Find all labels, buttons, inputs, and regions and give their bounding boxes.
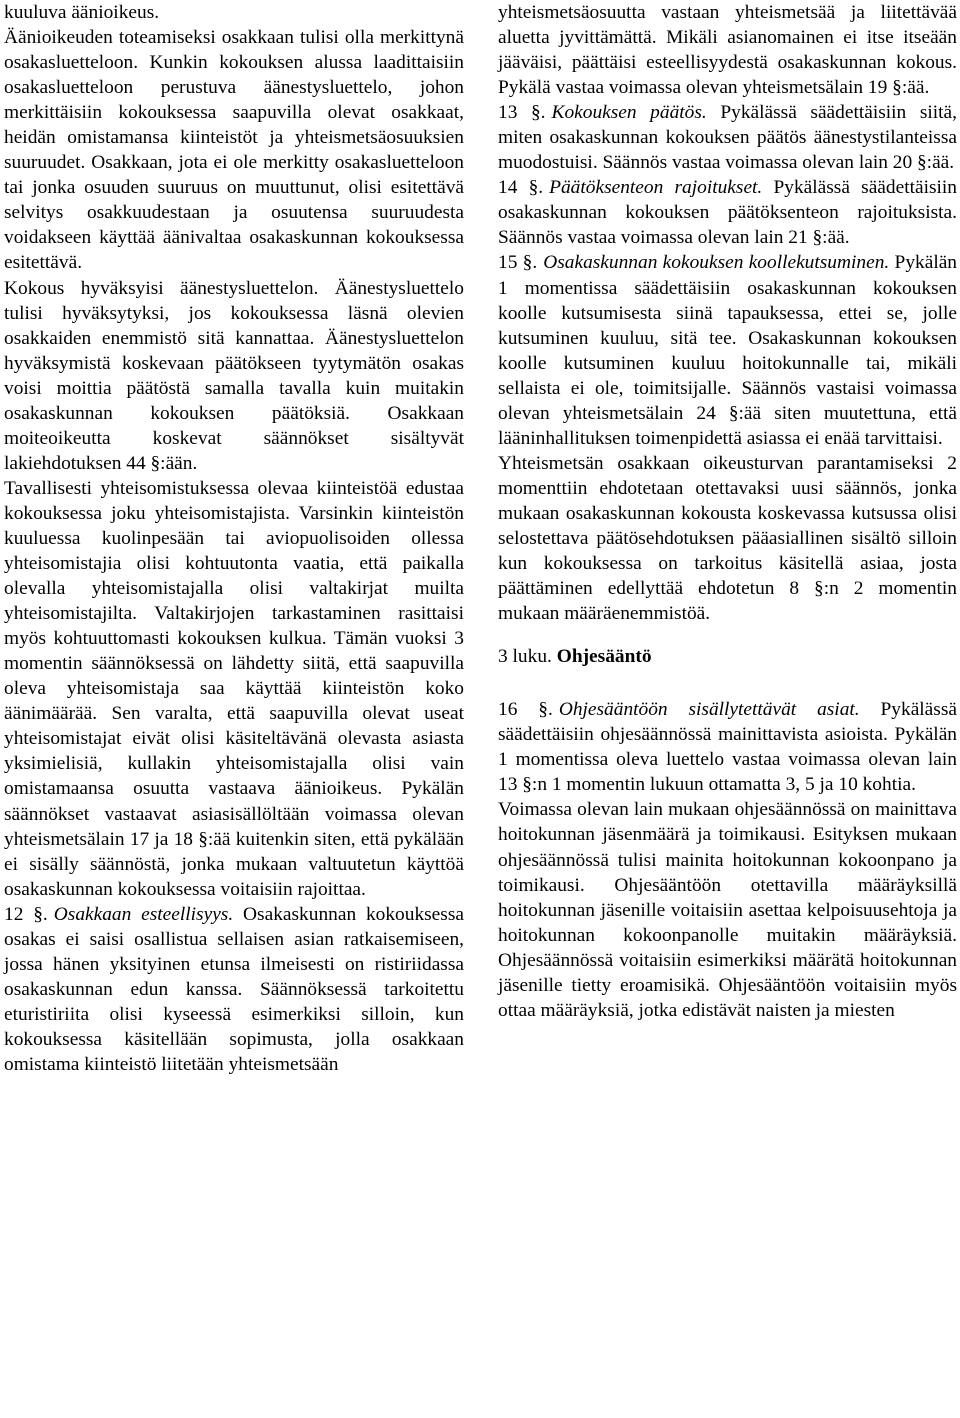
section-13-text: Pykälässä säädettäisiin siitä, miten osakaskunnan kokouksen päätös äänestystilanteissa muodostuisi. Säännös vastaa voimassa olevan lain 20 §:ää. [498, 102, 957, 174]
paragraph-conflict-continuation: yhteismetsäosuutta vastaan yhteismetsää ja liitettävää aluetta jyvittämättä. Mikäli asianomainen ei itse itseään jääväisi, päättäisi esteellisyydestä osakaskunnan kokous. Pykälä vastaa voimassa olevan yhteismetsälain 19 §:ää. [498, 2, 957, 99]
right-column [498, 0, 957, 1023]
section-12-title: Osakkaan esteellisyys. [53, 903, 234, 925]
section-15 [498, 250, 957, 450]
chapter-number: 3 luku. [498, 646, 552, 668]
paragraph-voting-right-end: kuuluva äänioikeus. [4, 2, 160, 23]
spacer [498, 626, 957, 644]
left-column [4, 0, 464, 1077]
paragraph-co-ownership: Tavallisesti yhteisomistuksessa olevaa kiinteistöä edustaa kokouksessa joku yhteisomistajista. Varsinkin kiinteistön kuuluessa kuolinpesään tai aviopuolisoiden ollessa yhteisomistajia olisi kohtuutonta vaatia, että paikalla olevalla yhteisomistajalla olisi valtakirjat muilta yhteisomistajilta. Valtakirjojen tarkastaminen rasittaisi myös kohtuuttomasti kokouksen kulkua. Tämän vuoksi 3 momentin säännöksessä on lähdetty siitä, että saapuvilla oleva yhteisomistaja saa käyttää kiinteistön koko äänimäärää. Sen varalta, että saapuvilla olevat useat yhteisomistajat eivät olisi käsiteltävänä olevasta asiasta yksimielisiä, kullakin yhteisomistajalla olisi vain omistamaansa osuutta vastaava äänioikeus. Pykälän säännökset vastaavat asiasisällöltään voimassa olevan yhteismetsälain 17 ja 18 §:ää kuitenkin siten, että pykälään ei sisälly säännöstä, jonka mukaan valtuutetun käyttöä osakaskunnan kokouksessa voitaisiin rajoittaa. [4, 477, 464, 900]
paragraph-shareholder-register: Äänioikeuden toteamiseksi osakkaan tulisi olla merkittynä osakasluetteloon. Kunkin kokouksen alussa laadittaisiin osakasluetteloon perustuva äänestysluettelo, johon merkittäisiin kokouksessa saapuvilla olevat osakkaat, heidän omistamansa kiinteistöt ja yhteismetsäosuuksien suuruudet. Osakkaan, jota ei ole merkitty osakasluetteloon tai jonka osuuden suuruus on muuttunut, olisi esitettävä selvitys osakkuudestaan ja osuutensa suuruudesta voidakseen käyttää äänivaltaa osakaskunnan kokouksessa esitettävä. [4, 27, 464, 274]
section-13-number: 13 §. [498, 102, 546, 124]
paragraph-voting-list-approval: Kokous hyväksyisi äänestysluettelon. Äänestysluettelo tulisi hyväksytyksi, jos kokouksessa läsnä olevien osakkaiden enemmistö sitä kannattaa. Äänestysluettelon hyväksymistä koskevaan päätökseen tyytymätön osakas voisi moittia päätöstä samalla tavalla kuin muitakin osakaskunnan kokouksen päätöksiä. Osakkaan moiteoikeutta koskevat säännökset sisältyvät lakiehdotuksen 44 §:ään. [4, 277, 464, 474]
section-12-number: 12 §. [4, 903, 48, 925]
chapter-heading [498, 644, 957, 669]
section-15-text: Pykälän 1 momentissa säädettäisiin osakaskunnan kokouksen koolle kutsumisesta siinä tapauksessa, ettei se, jolle kutsuminen kuuluu, sitä tee. Osakaskunnan kokouksen koolle kutsuminen kuuluu hoitokunnalle tai, mikäli sellaista ei ole, toimitsijalle. Säännös vastaisi voimassa olevan yhteismetsälain 24 §:ää siten muutettuna, että lääninhallituksen toimenpidettä asiassa ei enää tarvittaisi. [498, 252, 958, 449]
paragraph-board-composition: Voimassa olevan lain mukaan ohjesäännössä on mainittava hoitokunnan jäsenmäärä ja toimikausi. Esityksen mukaan ohjesäännössä tulisi mainita hoitokunnan kokoonpano ja toimikausi. Ohjesääntöön otettavilla määräyksillä hoitokunnan jäsenille voitaisiin asettaa kelpoisuusehtoja ja hoitokunnan kokoonpanolle muitakin määräyksiä. Ohjesäännössä voitaisiin esimerkiksi määrätä hoitokunnan jäsenille tietty eroamisikä. Ohjesääntöön voitaisiin myös ottaa määräyksiä, jotka edistävät naisten ja miesten [498, 799, 957, 1021]
section-16-text: Pykälässä säädettäisiin ohjesäännössä mainittavista asioista. Pykälän 1 momentissa oleva luettelo vastaa voimassa olevan lain 13 §:n 1 momentin lukuun ottamatta 3, 5 ja 10 kohtia. [498, 699, 957, 796]
paragraph-legal-protection: Yhteismetsän osakkaan oikeusturvan parantamiseksi 2 momenttiin ehdotetaan otettavaksi uusi säännös, jonka mukaan osakaskunnan kokousta koskevassa kutsussa olisi selostettava päätösehdotuksen pääasiallinen sisältö silloin kun kokouksessa on tarkoitus käsitellä asiaa, josta päättäminen edellyttää ehdotetun 8 §:n 2 momentin mukaan määräenemmistöä. [498, 452, 957, 625]
section-16-number: 16 §. [498, 699, 553, 721]
spacer [498, 669, 957, 697]
section-13-title: Kokouksen päätös. [551, 102, 707, 124]
section-14-number: 14 §. [498, 177, 544, 199]
section-16 [498, 697, 957, 797]
section-16-title: Ohjesääntöön sisällytettävät asiat. [558, 699, 860, 721]
section-12-text: Osakaskunnan kokouksessa osakas ei saisi osallistua sellaisen asian ratkaisemiseen, jossa hänen yksityinen etunsa ilmeisesti on ristiriidassa osakaskunnan edun kanssa. Säännöksessä tarkoitettu eturistiriita olisi kyseessä esimerkiksi silloin, kun kokouksessa käsitellään sopimusta, jolla osakkaan omistama kiinteistö liitetään yhteismetsään [4, 903, 464, 1075]
section-15-number: 15 §. [498, 252, 538, 274]
section-14-text: Pykälässä säädettäisiin osakaskunnan kokouksen päätöksenteon rajoituksista. Säännös vastaa voimassa olevan lain 21 §:ää. [498, 177, 957, 249]
section-12 [4, 902, 464, 1077]
chapter-title: Ohjesääntö [556, 646, 652, 668]
section-14 [498, 175, 957, 250]
section-14-title: Päätöksenteon rajoitukset. [549, 177, 763, 199]
section-15-title: Osakaskunnan kokouksen koollekutsuminen. [543, 252, 890, 274]
section-13 [498, 100, 957, 175]
